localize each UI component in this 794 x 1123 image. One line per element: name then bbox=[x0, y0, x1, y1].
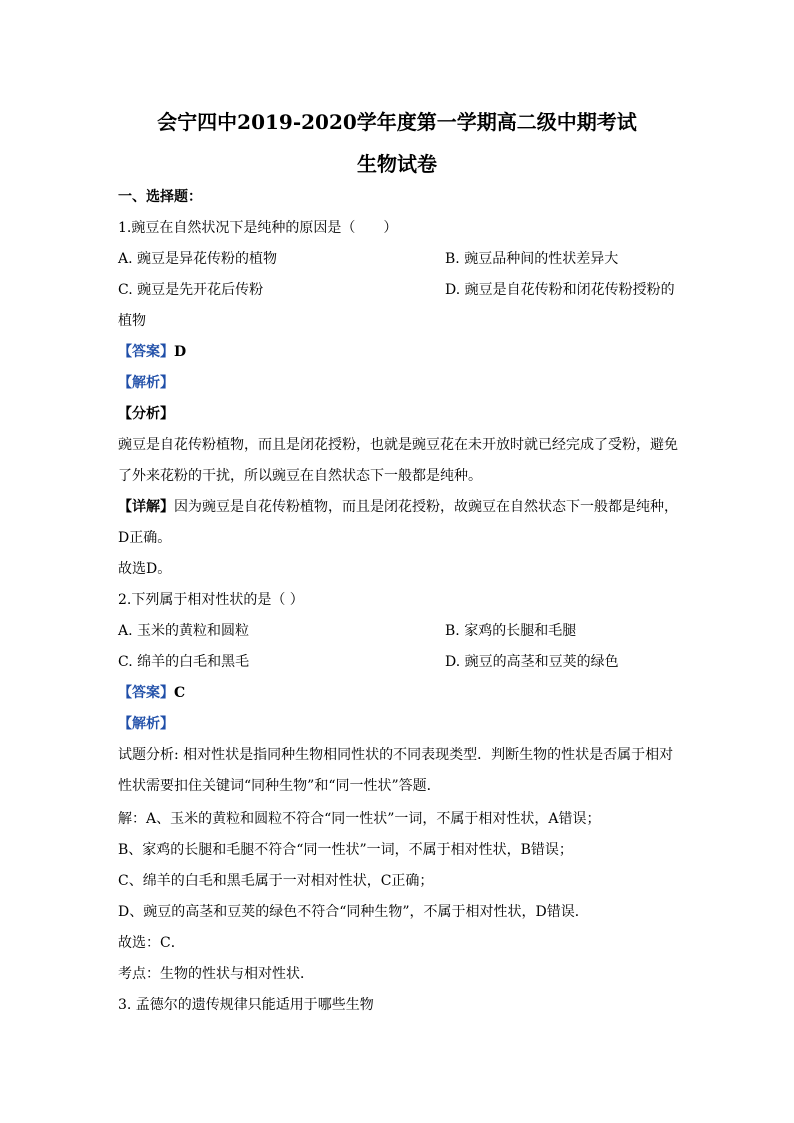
q1-option-a: A. 豌豆是异花传粉的植物 bbox=[118, 251, 278, 267]
q1-fenxi-line-2: 了外来花粉的干扰，所以豌豆在自然状态下一般都是纯种。 bbox=[118, 468, 482, 484]
q1-answer bbox=[118, 343, 186, 361]
q1-detail-line-2: D正确。 bbox=[118, 530, 172, 546]
q1-option-c: C. 豌豆是先开花后传粉 bbox=[118, 282, 264, 298]
q1-option-b: B. 豌豆品种间的性状差异大 bbox=[445, 251, 619, 267]
q2-option-d: D. 豌豆的高茎和豆荚的绿色 bbox=[445, 654, 619, 670]
answer-tag: 【答案】 bbox=[118, 685, 174, 701]
q1-option-d: D. 豌豆是自花传粉和闭花传粉授粉的 bbox=[445, 282, 675, 298]
q1-option-d-continued: 植物 bbox=[118, 313, 146, 329]
q1-stem: 1.豌豆在自然状况下是纯种的原因是（ ） bbox=[118, 220, 398, 236]
q2-answer bbox=[118, 684, 185, 702]
q1-detail bbox=[118, 498, 678, 516]
q2-stem: 2.下列属于相对性状的是（ ） bbox=[118, 592, 304, 608]
q2-analysis-tag: 【解析】 bbox=[118, 716, 174, 732]
q2-option-a: A. 玉米的黄粒和圆粒 bbox=[118, 623, 250, 639]
q2-conclusion: 故选：C． bbox=[118, 935, 185, 951]
section-heading: 一、选择题： bbox=[118, 189, 202, 205]
page-title: 会宁四中2019-2020学年度第一学期高二级中期考试 bbox=[157, 110, 637, 134]
q1-analysis-tag: 【解析】 bbox=[118, 375, 174, 391]
q2-option-b: B. 家鸡的长腿和毛腿 bbox=[445, 623, 577, 639]
q2-analysis-line-2: 性状需要扣住关键词“同种生物”和“同一性状”答题． bbox=[118, 778, 441, 794]
q2-solution-a: 解：A、玉米的黄粒和圆粒不符合“同一性状”一词，不属于相对性状，A错误； bbox=[118, 811, 601, 827]
answer-value: C bbox=[174, 685, 186, 701]
detail-text: 因为豌豆是自花传粉植物，而且是闭花授粉，故豌豆在自然状态下一般都是纯种， bbox=[174, 499, 678, 515]
q1-fenxi-line-1: 豌豆是自花传粉植物，而且是闭花授粉，也就是豌豆花在未开放时就已经完成了受粉，避免 bbox=[118, 437, 678, 453]
q2-solution-d: D、豌豆的高茎和豆荚的绿色不符合“同种生物”，不属于相对性状，D错误． bbox=[118, 904, 589, 920]
q2-solution-c: C、绵羊的白毛和黑毛属于一对相对性状，C正确； bbox=[118, 873, 434, 889]
q3-stem: 3. 孟德尔的遗传规律只能适用于哪些生物 bbox=[118, 997, 374, 1013]
q2-option-c: C. 绵羊的白毛和黑毛 bbox=[118, 654, 250, 670]
q2-analysis-line-1: 试题分析: 相对性状是指同种生物相同性状的不同表现类型．判断生物的性状是否属于相对 bbox=[118, 747, 674, 763]
answer-value: D bbox=[174, 344, 187, 360]
answer-tag: 【答案】 bbox=[118, 344, 174, 360]
page-subtitle: 生物试卷 bbox=[357, 152, 437, 176]
q2-kaodian: 考点：生物的性状与相对性状． bbox=[118, 966, 314, 982]
q2-solution-b: B、家鸡的长腿和毛腿不符合“同一性状”一词，不属于相对性状，B错误； bbox=[118, 842, 573, 858]
detail-tag: 【详解】 bbox=[118, 499, 174, 515]
q1-conclusion: 故选D。 bbox=[118, 561, 172, 577]
q1-fenxi-tag: 【分析】 bbox=[118, 406, 174, 422]
